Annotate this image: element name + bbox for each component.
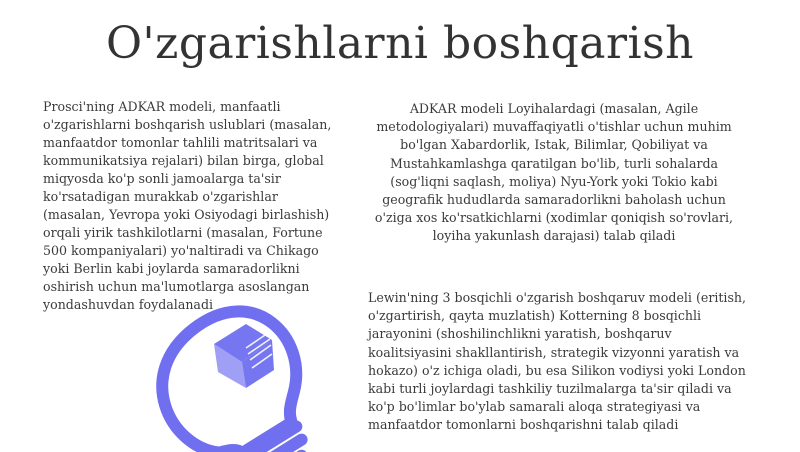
adkar-model-paragraph: ADKAR modeli Loyihalardagi (masalan, Agile metodologiyalari) muvaffaqiyatli o'tishlar uchun muhim bo'lgan Xabardorlik, Istak, Bilimlar, Qobiliyat va Mustahkamlashga qaratilgan bo'lib, turli sohalarda (sog'liqni saqlash, moliya) Nyu-York yoki Tokio kabi geografik hududlarda samaradorlikni baholash uchun o'ziga xos ko'rsatkichlarni (xodimlar qoniqish so'rovlari, loyiha yakunlash darajasi) talab qiladi	[374, 101, 734, 244]
adkar-intro-paragraph: Prosci'ning ADKAR modeli, manfaatli o'zgarishlarni boshqarish uslublari (masalan, manfaatdor tomonlar tahlili matritsalari va kommunikatsiya rejalari) bilan birga, global miqyosda ko'p sonli jamoalarga ta'sir ko'rsatadigan murakkab o'zgarishlar (masalan, Yevropa yoki Osiyodagi birlashish) orqali yirik tashkilotlarni (masalan, Fortune 500 kompaniyalari) yo'naltiradi va Chikago yoki Berlin kabi joylarda samaradorlikni oshirish uchun ma'lumotlarga asoslangan yondashuvdan foydalanadi	[43, 99, 332, 312]
lewin-kotter-paragraph: Lewin'ning 3 bosqichli o'zgarish boshqaruv modeli (eritish, o'zgartirish, qayta muzlatish) Kotterning 8 bosqichli jarayonini (shoshilinchlikni yaratish, boshqaruv koalitsiyasini shakllantirish, strategik vizyonni yaratish va hokazo) o'z ichiga oladi, bu esa Silikon vodiysi yoki London kabi turli joylardagi tashkiliy tuzilmalarga ta'sir qiladi va ko'p bo'limlar bo'ylab samarali aloqa strategiyasi va manfaatdor tomonlarni boshqarishni talab qiladi	[368, 290, 747, 433]
page-title: O'zgarishlarni boshqarish	[105, 18, 694, 69]
